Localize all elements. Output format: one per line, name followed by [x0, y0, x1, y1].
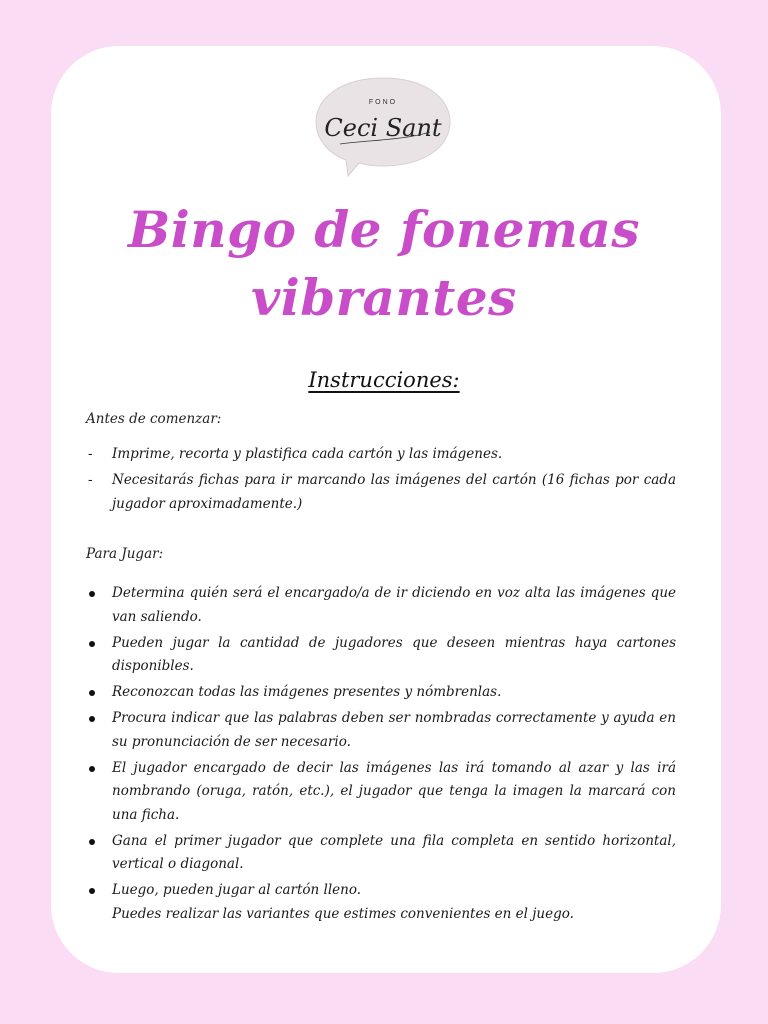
logo — [310, 74, 456, 178]
list-item-last — [86, 879, 676, 926]
extra-line: Puedes realizar las variantes que estimes convenientes en el juego. — [112, 905, 574, 922]
logo-name: Ceci Sant — [324, 114, 442, 142]
page-title — [0, 196, 768, 332]
list-item: Procura indicar que las palabras deben ser nombradas correctamente y ayuda en su pronunciación de ser necesario. — [86, 707, 676, 754]
list-item: Pueden jugar la cantidad de jugadores que deseen mientras haya cartones disponibles. — [86, 632, 676, 679]
logo-top-text: FONO — [368, 99, 398, 106]
before-start-label: Antes de comenzar: — [86, 411, 222, 427]
to-play-list — [86, 582, 676, 929]
list-item: El jugador encargado de decir las imágenes las irá tomando al azar y las irá nombrando (oruga, ratón, etc.), el jugador que tenga la imagen la marcará con una ficha. — [86, 757, 676, 828]
list-item: Determina quién será el encargado/a de ir diciendo en voz alta las imágenes que van saliendo. — [86, 582, 676, 629]
list-item: - Imprime, recorta y plastifica cada cartón y las imágenes. — [86, 443, 676, 467]
instructions-heading: Instrucciones: — [308, 368, 460, 392]
list-item-text: Luego, pueden jugar al cartón lleno. — [112, 882, 362, 898]
before-start-list — [86, 443, 676, 519]
list-item: Reconozcan todas las imágenes presentes y nómbrenlas. — [86, 681, 676, 705]
list-item: - Necesitarás fichas para ir marcando las imágenes del cartón (16 fichas por cada jugador aproximadamente.) — [86, 469, 676, 516]
title-line-1: Bingo de fonemas — [128, 200, 640, 259]
list-item: Gana el primer jugador que complete una fila completa en sentido horizontal, vertical o diagonal. — [86, 830, 676, 877]
title-line-2: vibrantes — [251, 268, 517, 327]
to-play-label: Para Jugar: — [86, 546, 164, 562]
speech-bubble-logo-icon — [310, 74, 456, 178]
